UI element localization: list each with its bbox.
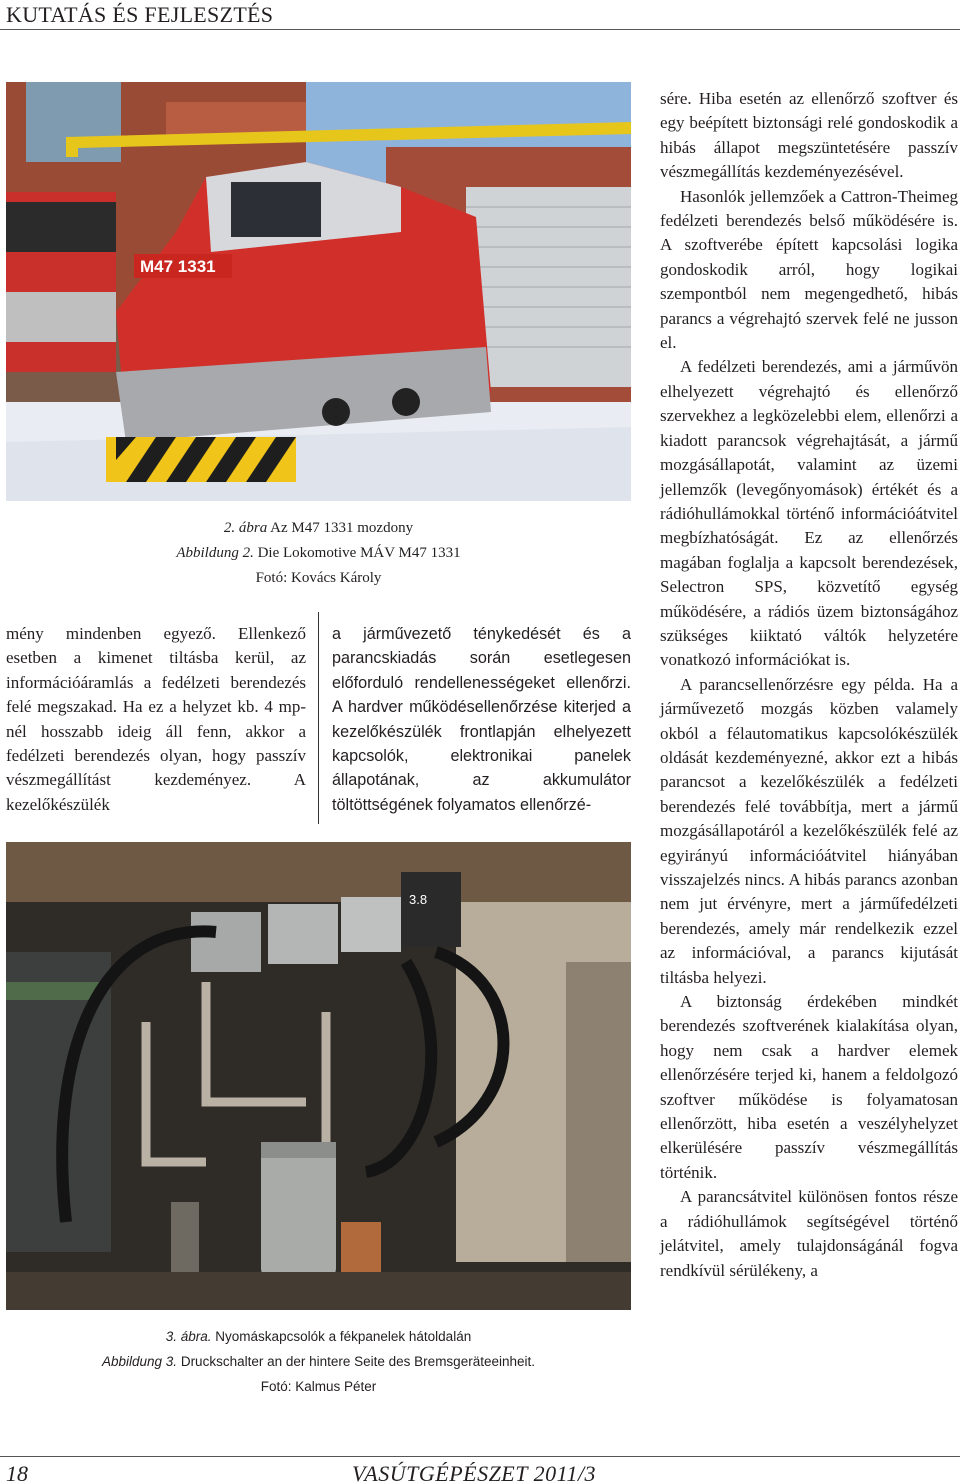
- figure2-caption-hu: [6, 516, 631, 541]
- header-rule: [0, 29, 960, 30]
- paragraph: A parancsátvitel különösen fontos része a rádióhullámok segítségével történő jelátvitel, amely tulajdonságánál fogva rendkívül sérülékeny, a: [660, 1187, 958, 1280]
- paragraph: mény mindenben egyező. Ellenkező esetben a kimenet tiltásba kerül, az információáramlás a fedélzeti berendezés felé megszakad. Ha ez a helyzet kb. 4 mp-nél hosszabb ideig áll fenn, akkor a fedélzeti berendezés olyan, hogy passzív vészmegállítást kezdeményez. A kezelőkészülék: [6, 624, 306, 814]
- figure3-label-de: Abbildung 3.: [102, 1354, 178, 1369]
- figure2-label-de: Abbildung 2.: [176, 545, 254, 561]
- figure3-caption-de: [6, 1349, 631, 1374]
- figure3-title-de: Druckschalter an der hintere Seite des Bremsgeräteeinheit.: [177, 1354, 535, 1369]
- column-divider: [318, 612, 319, 824]
- figure2-label-hu: 2. ábra: [223, 520, 268, 536]
- figure3-title-hu: Nyomáskapcsolók a fékpanelek hátoldalán: [211, 1329, 472, 1344]
- paragraph: A biztonság érdekében mindkét berendezés szoftverének kialakítása olyan, hogy nem csak a hardver elemek ellenőrzésére terjed ki, hanem a feldolgozó szoftver működése is folyamatosan ellenőrzött, hiba esetén a veszélyhelyzet elkerülésére passzív vészmegállítás történik.: [660, 992, 958, 1182]
- figure2-title-hu: Az M47 1331 mozdony: [267, 520, 414, 536]
- column-right: [660, 87, 958, 1283]
- device-label: 3.8: [409, 892, 428, 907]
- figure2-caption-de: [6, 541, 631, 566]
- column-left: [6, 622, 306, 817]
- figure3-caption-hu: [6, 1324, 631, 1349]
- page-number: 18: [6, 1461, 28, 1484]
- column-middle: [332, 622, 631, 817]
- paragraph: sére. Hiba esetén az ellenőrző szoftver és egy beépített biztonsági relé gondoskodik a hibás állapot megszüntetésére passzív vészmegállítás kezdeményezésével.: [660, 89, 958, 182]
- figure2-credit: Fotó: Kovács Károly: [255, 570, 382, 586]
- journal-title: VASÚTGÉPÉSZET 2011/3: [352, 1461, 597, 1484]
- paragraph: a járművezető ténykedését és a parancskiadás során esetlegesen előforduló rendellenességeket ellenőrzi. A hardver működésellenőrzése kiterjed a kezelőkészülék frontlapján elhelyezett kapcsolók, elektronikai panelek állapotának, az akkumulátor töltöttségének folyamatos ellenőrzé-: [332, 625, 631, 814]
- paragraph: A fedélzeti berendezés, ami a járművön elhelyezett végrehajtó és ellenőrző szervekhez a legközelebbi elem, ellenőrzi a kiadott parancsok végrehajtását, a jármű mozgásállapotát, valamint az üzemi jellemzők (levegőnyomások) értékét és a rádióhullámokkal történő információátvitel megbízhatóságát. Ez az ellenőrzés magában foglalja a kapcsolt berendezések, Selectron SPS, közvetítő egység működésére, a rádiós üzem biztonságához szükséges kiiktató váltók helyzetére vonatkozó információkat is.: [660, 357, 958, 670]
- locomotive-photo: [6, 82, 631, 501]
- figure3-credit: Fotó: Kalmus Péter: [260, 1379, 377, 1394]
- pressure-switches-photo: [6, 842, 631, 1310]
- paragraph: A parancsellenőrzésre egy példa. Ha a járművezető mozgás közben valamely okból a félautomatikus kapcsolókészülék oldását kezdeményezné, akkor ezt a hibás parancsot a kezelőkészülék a fedélzeti berendezés felé továbbítja, mert a jármű mozgásállapotáról a kezelőkészülék felé az egyirányú információátvitel hiányában visszajelzés nincs. A hibás parancs azonban nem jut érvényre, mert a járműfedélzeti berendezés, amely már rendelkezik ezzel az információval, a parancs kijutását tiltásba helyezi.: [660, 674, 958, 987]
- footer-rule: [0, 1456, 960, 1457]
- locomotive-number-plate: M47 1331: [140, 257, 216, 276]
- paragraph: Hasonlók jellemzőek a Cattron-Theimeg fedélzeti berendezés belső működésére is. A szoftverébe épített kapcsolási logika gondoskodik arról, hogy logikai szempontból nem megengedhető, hibás parancs a végrehajtó szervek felé ne jusson el.: [660, 186, 958, 353]
- section-header: KUTATÁS ÉS FEJLESZTÉS: [6, 2, 274, 27]
- figure3-label-hu: 3. ábra.: [165, 1329, 212, 1344]
- figure2-title-de: Die Lokomotive MÁV M47 1331: [253, 545, 461, 561]
